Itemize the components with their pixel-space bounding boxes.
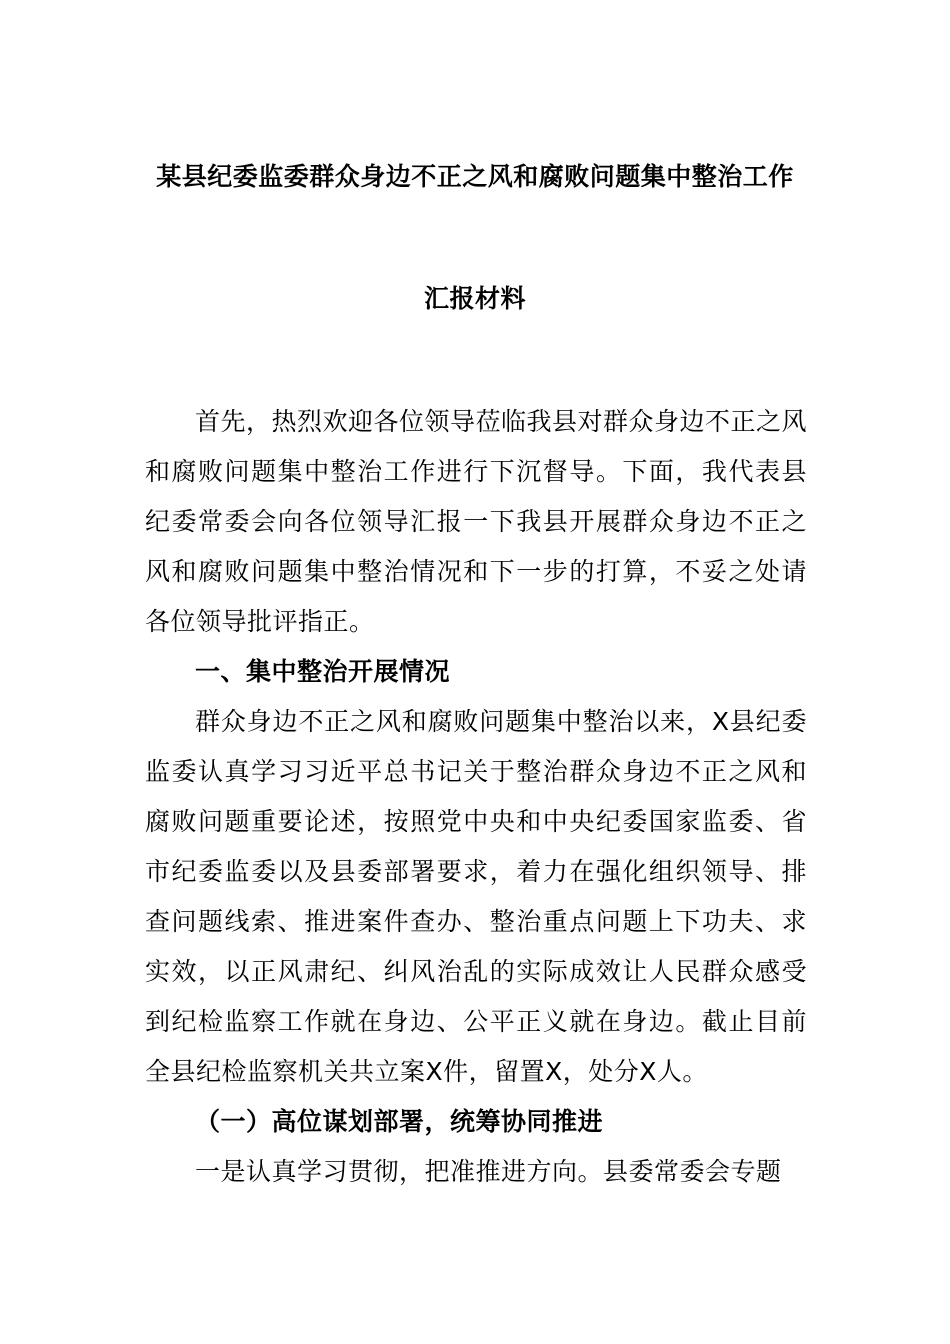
document-title-line-2: 汇报材料 [423,284,526,313]
subsection-1-heading: （一）高位谋划部署，统筹协同推进 [195,1107,604,1136]
intro-paragraph: 首先，热烈欢迎各位领导莅临我县对群众身边不正之风和腐败问题集中整治工作进行下沉督导。下面，我代表县纪委常委会向各位领导汇报一下我县开展群众身边不正之风和腐败问题集中整治情况和下一步的打算，不妥之处请各位领导批评指正。 [145,407,808,636]
subsection-1-paragraph: 一是认真学习贯彻，把准推进方向。县委常委会专题 [195,1157,782,1186]
document-body [145,397,807,1197]
section-1-heading: 一、集中整治开展情况 [195,657,451,686]
document-title-line-1: 某县纪委监委群众身边不正之风和腐败问题集中整治工作 [156,162,794,191]
section-1-paragraph: 群众身边不正之风和腐败问题集中整治以来，X县纪委监委认真学习习近平总书记关于整治群众身边不正之风和腐败问题重要论述，按照党中央和中央纪委国家监委、省市纪委监委以及县委部署要求，着力在强化组织领导、排查问题线索、推进案件查办、整治重点问题上下功夫、求实效，以正风肃纪、纠风治乱的实际成效让人民群众感受到纪检监察工作就在身边、公平正义就在身边。截止目前全县纪检监察机关共立案X件，留置X，处分X人。 [145,707,807,1086]
